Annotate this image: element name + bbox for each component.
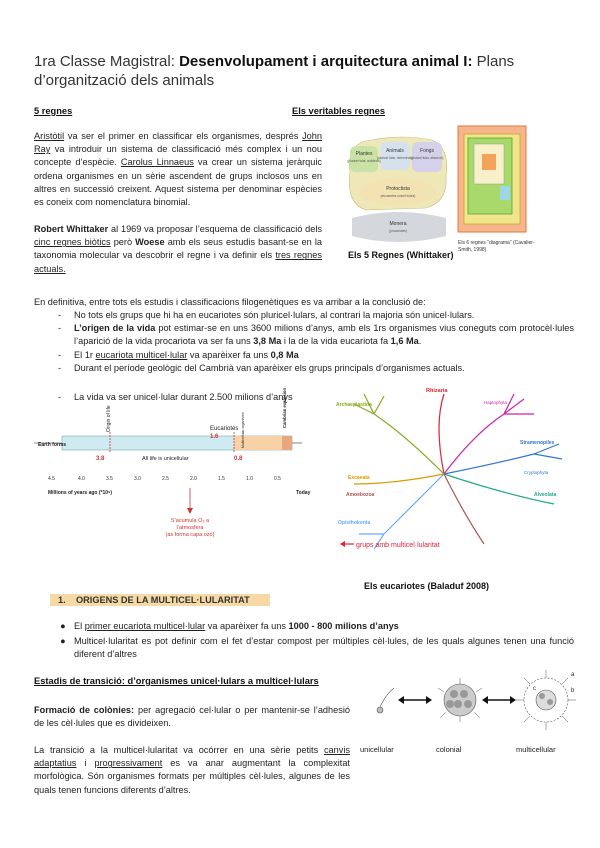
bullet-definition: Multicel·lularitat es pot definir com el fet d’estar compost per múltiples cèl·lules, de les quals algunes tenen una funció diferent d’altres [74, 636, 574, 660]
tree-label-alveolata: Alveolata [534, 492, 557, 498]
paragraph-colonies: Formació de colònies: per agregació cel·lular o per mantenir-se l’adhesió de les cèl·lules que es divideixen. [34, 705, 351, 729]
tree-label-haptophyta: Haptophyta [484, 400, 508, 405]
monera-label: Monera [389, 221, 407, 227]
tree-label-cryptophyta: Cryptophyta [524, 470, 549, 475]
tick-label: 1.0 [246, 476, 253, 482]
axis-label: Millions of years ago (*10⁹) [48, 490, 113, 496]
o2-line2: l’atmosfera [176, 525, 204, 531]
stage-label-unicellular: unicellular [360, 745, 394, 754]
eukaryote-tree-figure [334, 384, 572, 554]
conclusion-text: En definitiva, entre tots els estudis i classificacions filogenètiques es va arribar a la conclusió de: [34, 297, 426, 307]
dash-item-first-eukaryote: El 1r eucariota multicel·lular va aparèixer fa uns 0,8 Ma [74, 350, 299, 360]
cambrian-label: Cambrian explosion [282, 387, 287, 428]
paragraph-whittaker: Robert Whittaker al 1969 va proposar l’esquema de classificació dels cinc regnes biòtics però Woese amb els seus estudis basant-se en la taxonomia molecular va descobrir el regne i va definir els tres regnes actuals. [34, 224, 322, 274]
unicellular-label: All life is unicellular [142, 456, 189, 462]
tick-label: 1.5 [218, 476, 225, 482]
tick-label: 3.0 [134, 476, 141, 482]
monera-blob [352, 212, 446, 242]
tick-label: 2.0 [190, 476, 197, 482]
tick-label: 4.5 [48, 476, 55, 482]
protists-sub: (eucariotes unicel·lulars) [380, 194, 416, 198]
stage-label-multicellular: multicellular [516, 745, 556, 754]
dash-item-unicel-duration: La vida va ser unicel·lular durant 2.500 milions d’anys [74, 392, 293, 402]
multicellular-label: Multicellular organisms [241, 412, 245, 448]
fungi-sub: (pluricel·lular, absorció) [410, 156, 444, 160]
tick-label: 4.0 [78, 476, 85, 482]
colonial-cluster [438, 678, 482, 722]
protists-blob [360, 178, 436, 206]
monera-sub: (procariotes) [389, 229, 407, 233]
multicellular-value: 0.8 [234, 456, 243, 462]
five-kingdoms-figure [342, 132, 452, 250]
animals-sub: (pluricel·lular, heteròtrofs) [376, 156, 414, 160]
eukaryotes-value: 1.6 [210, 434, 219, 440]
stage-letter-b: b [571, 688, 575, 694]
timeline-ticks [48, 476, 281, 482]
dash-item-origin-life: L’origen de la vida pot estimar-se en uns 3600 milions d’anys, amb els 1rs organismes vius coneguts com protocèl·lules l’aparició de la vida procariota va ser fa uns 3,8 Ma i la de la vida eucariota fa 1,6 Ma. [74, 323, 574, 347]
animals-label: Animals [386, 148, 404, 154]
section2-number: 1. [58, 595, 66, 605]
transition-stages-figure [358, 664, 580, 760]
cambrian-segment [282, 436, 292, 450]
dash-item-unicellular: No tots els grups que hi ha en eucariotes són pluricel·lulars, al contrari la majoria són unicel·lulars. [74, 310, 475, 320]
earth-forms-label: Earth forms [38, 442, 67, 448]
section-heading-veritables-regnes: Els veritables regnes [292, 106, 386, 116]
tree-label-stramenopiles: Stramenopiles [520, 440, 555, 446]
plants-sub: (pluricel·lular, autòtrofs) [347, 159, 381, 163]
today-label: Today [296, 490, 311, 496]
multicellular-organism [516, 670, 576, 730]
o2-line1: S’acumula O₂ a [170, 518, 210, 524]
plants-label: Plantes [355, 151, 373, 157]
eukaryotes-label: Eucariotes [210, 426, 239, 432]
section-heading-5-regnes: 5 regnes [34, 106, 73, 116]
eukaryote-tree-caption: Els eucariotes (Baladuf 2008) [364, 581, 490, 591]
five-kingdoms-caption: Els 5 Regnes (Whittaker) [348, 250, 454, 260]
bullet-first-multicellular: El primer eucariota multicel·lular va aparèixer fa uns 1000 - 800 milions d’anys [74, 621, 399, 631]
paragraph-transition-a: La transició a la multicel·lularitat va ocórrer en una sèrie petits canvis adaptatius i progressivament es va anar augmentant la complexitat morfològica. Són organismes formats per múltiples cèl·lules, algunes de les quals tenen funcions diferents d’altres. [34, 745, 350, 795]
unicellular-cell [377, 688, 394, 713]
section2-heading: ORIGENS DE LA MULTICEL·LULARITAT [76, 595, 250, 605]
page-title: 1ra Classe Magistral: Desenvolupament i arquitectura animal I: Plans d’organització dels animals [34, 53, 515, 89]
six-kingdoms-caption: Els 6 regnes "diagrama" (Cavalier-Smith, 1998) [458, 240, 535, 253]
tick-label: 3.5 [106, 476, 113, 482]
tick-label: 2.5 [162, 476, 169, 482]
stage-letter-c: c [533, 686, 536, 692]
tree-label-excavata: Excavata [348, 475, 370, 481]
tree-label-opisthokonta: Opisthokonta [338, 520, 371, 526]
stage-letter-a: a [571, 672, 575, 678]
tree-label-amoebozoa: Amoebozoa [346, 492, 375, 498]
tick-label: 0.5 [274, 476, 281, 482]
tree-label-rhizaria: Rhizaria [426, 388, 448, 394]
fungi-label: Fongs [420, 148, 434, 154]
protists-label: Protoctista [386, 186, 410, 192]
section3-heading: Estadis de transició: d’organismes unicel·lulars a multicel·lulars [34, 676, 319, 686]
life-origin-value: 3.8 [96, 456, 105, 462]
o2-line3: (as forma capa ozó) [165, 532, 215, 538]
paragraph-history: Aristòtil va ser el primer en classificar els organismes, després John Ray va introduir un sistema de classificació més complex i un nou concepte d’espècie. Carolus Linnaeus va crear un sistema jeràrquic ordena organismes en un sèrie ascendent de grups inclosos uns en altres en successió creixent. Aquest sistema per denominar espècies es coneix com nomenclatura binomial. [34, 131, 322, 208]
six-kingdoms-figure [456, 124, 528, 234]
dash-item-cambrian: Durant el període geològic del Cambrià van aparèixer els grups principals d’organismes actuals. [74, 363, 465, 373]
stage-label-colonial: colonial [436, 745, 462, 754]
origin-of-life-label: Origin of life [106, 405, 112, 432]
tree-legend: grups amb multicel·lularitat [356, 542, 440, 549]
tree-label-archaeplastida: Archaeplastida [336, 402, 372, 408]
